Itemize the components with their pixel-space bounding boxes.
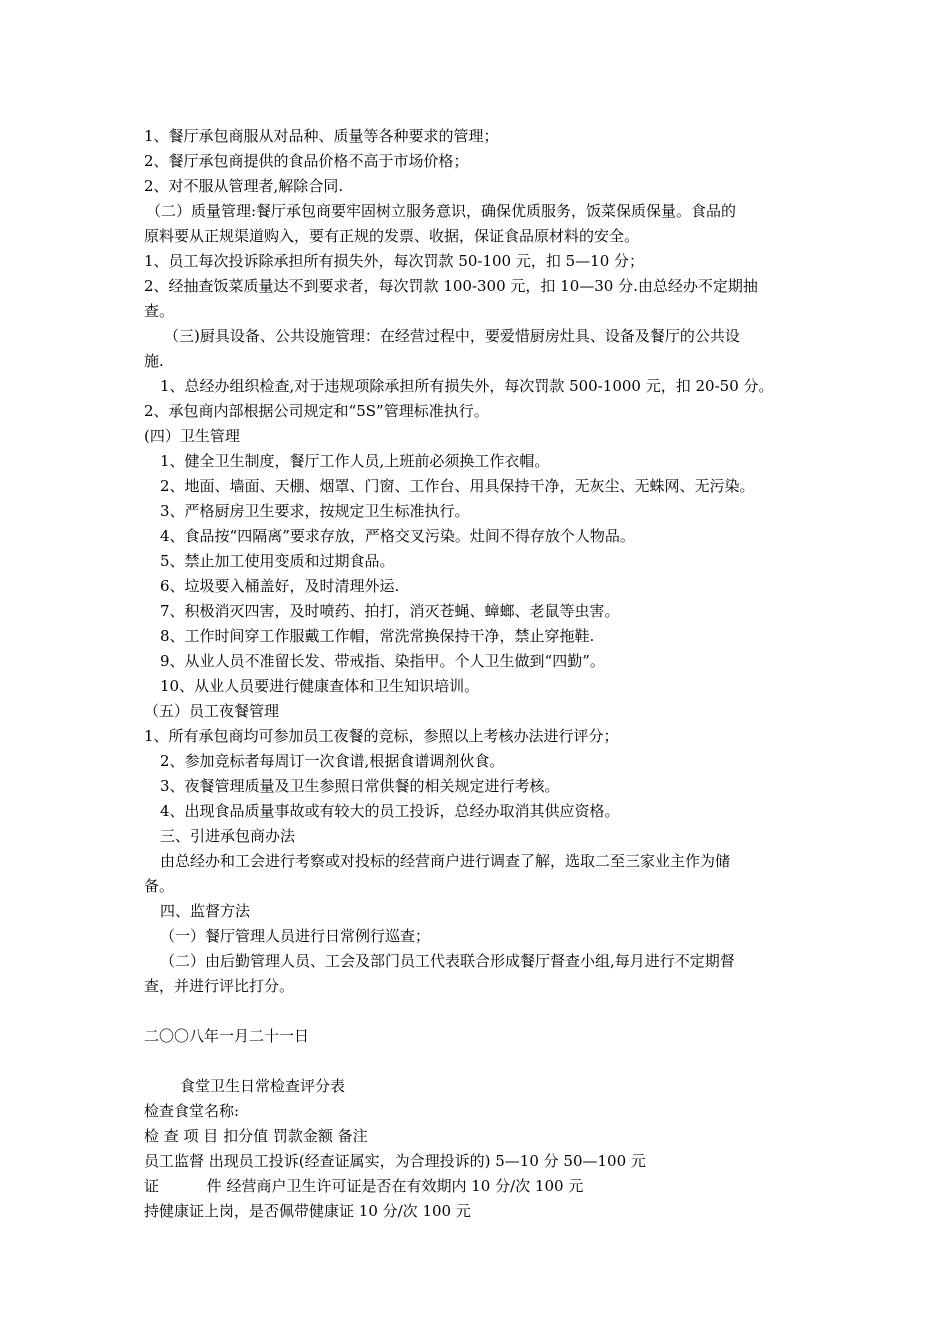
canteen-name-label: 检查食堂名称: xyxy=(144,1102,240,1120)
table-row: 证 件 经营商户卫生许可证是否在有效期内 10 分/次 100 元 xyxy=(144,1177,584,1195)
section-heading-quality: （二）质量管理:餐厅承包商要牢固树立服务意识，确保优质服务，饭菜保质保量。食品的 xyxy=(146,202,737,220)
text-line: 1、员工每次投诉除承担所有损失外，每次罚款 50-100 元，扣 5—10 分； xyxy=(144,252,645,270)
list-item: 2、地面、墙面、天棚、烟罩、门窗、工作台、用具保持干净，无灰尘、无蛛网、无污染。 xyxy=(160,477,755,495)
list-item: 1、健全卫生制度，餐厅工作人员,上班前必须换工作衣帽。 xyxy=(160,452,550,470)
list-item: 4、食品按“四隔离”要求存放，严格交叉污染。灶间不得存放个人物品。 xyxy=(160,527,635,545)
list-item: 9、从业人员不准留长发、带戒指、染指甲。个人卫生做到“四勤”。 xyxy=(160,652,605,670)
table-row: 员工监督 出现员工投诉(经查证属实，为合理投诉的) 5—10 分 50—100 元 xyxy=(144,1152,646,1170)
text-line: 原料要从正规渠道购入，要有正规的发票、收据，保证食品原材料的安全。 xyxy=(144,227,640,245)
list-item: 7、积极消灭四害，及时喷药、拍打，消灭苍蝇、蟑螂、老鼠等虫害。 xyxy=(160,602,620,620)
list-item: 6、垃圾要入桶盖好，及时清理外运. xyxy=(160,577,400,595)
table-header-row: 检 查 项 目 扣分值 罚款金额 备注 xyxy=(144,1127,368,1145)
text-line: 2、餐厅承包商提供的食品价格不高于市场价格； xyxy=(144,152,469,170)
list-item: 8、工作时间穿工作服戴工作帽，常洗常换保持干净，禁止穿拖鞋. xyxy=(160,627,595,645)
section-heading-hygiene: (四）卫生管理 xyxy=(144,427,240,445)
section-heading-night-meal: （五）员工夜餐管理 xyxy=(144,702,280,720)
list-item: 4、出现食品质量事故或有较大的员工投诉，总经办取消其供应资格。 xyxy=(160,802,620,820)
list-item: 3、夜餐管理质量及卫生参照日常供餐的相关规定进行考核。 xyxy=(160,777,560,795)
text-line: 2、经抽查饭菜质量达不到要求者，每次罚款 100-300 元，扣 10—30 分.由总经办不定期抽 xyxy=(144,277,758,295)
table-title: 食堂卫生日常检查评分表 xyxy=(180,1077,346,1095)
list-item: （一）餐厅管理人员进行日常例行巡查； xyxy=(160,927,431,945)
text-line: 1、餐厅承包商服从对品种、质量等各种要求的管理； xyxy=(144,127,499,145)
text-line: 2、承包商内部根据公司规定和“5S”管理标准执行。 xyxy=(144,402,489,420)
text-line: 查。 xyxy=(144,302,175,320)
list-item: （二）由后勤管理人员、工会及部门员工代表联合形成餐厅督查小组,每月进行不定期督 xyxy=(160,952,735,970)
list-item: 5、禁止加工使用变质和过期食品。 xyxy=(160,552,395,570)
list-item: 10、从业人员要进行健康查体和卫生知识培训。 xyxy=(160,677,480,695)
text-line: 由总经办和工会进行考察或对投标的经营商户进行调查了解，选取二至三家业主作为储 xyxy=(160,852,731,870)
text-line: 查，并进行评比打分。 xyxy=(144,977,295,995)
text-line: 2、对不服从管理者,解除合同. xyxy=(144,177,344,195)
text-line: 施. xyxy=(144,352,164,370)
list-item: 1、所有承包商均可参加员工夜餐的竞标，参照以上考核办法进行评分； xyxy=(144,727,619,745)
list-item: 3、严格厨房卫生要求，按规定卫生标准执行。 xyxy=(160,502,470,520)
section-heading-supervision: 四、监督方法 xyxy=(160,902,251,920)
section-heading-equipment: （三)厨具设备、公共设施管理：在经营过程中，要爱惜厨房灶具、设备及餐厅的公共设 xyxy=(164,327,740,345)
list-item: 2、参加竞标者每周订一次食谱,根据食谱调剂伙食。 xyxy=(160,752,505,770)
text-line: 1、总经办组织检查,对于违规项除承担所有损失外，每次罚款 500-1000 元，扣 20-50 分。 xyxy=(160,377,774,395)
section-heading-contractor: 三、引进承包商办法 xyxy=(160,827,296,845)
document-date: 二〇〇八年一月二十一日 xyxy=(144,1027,310,1045)
text-line: 备。 xyxy=(144,877,175,895)
table-row: 持健康证上岗，是否佩带健康证 10 分/次 100 元 xyxy=(144,1202,471,1220)
